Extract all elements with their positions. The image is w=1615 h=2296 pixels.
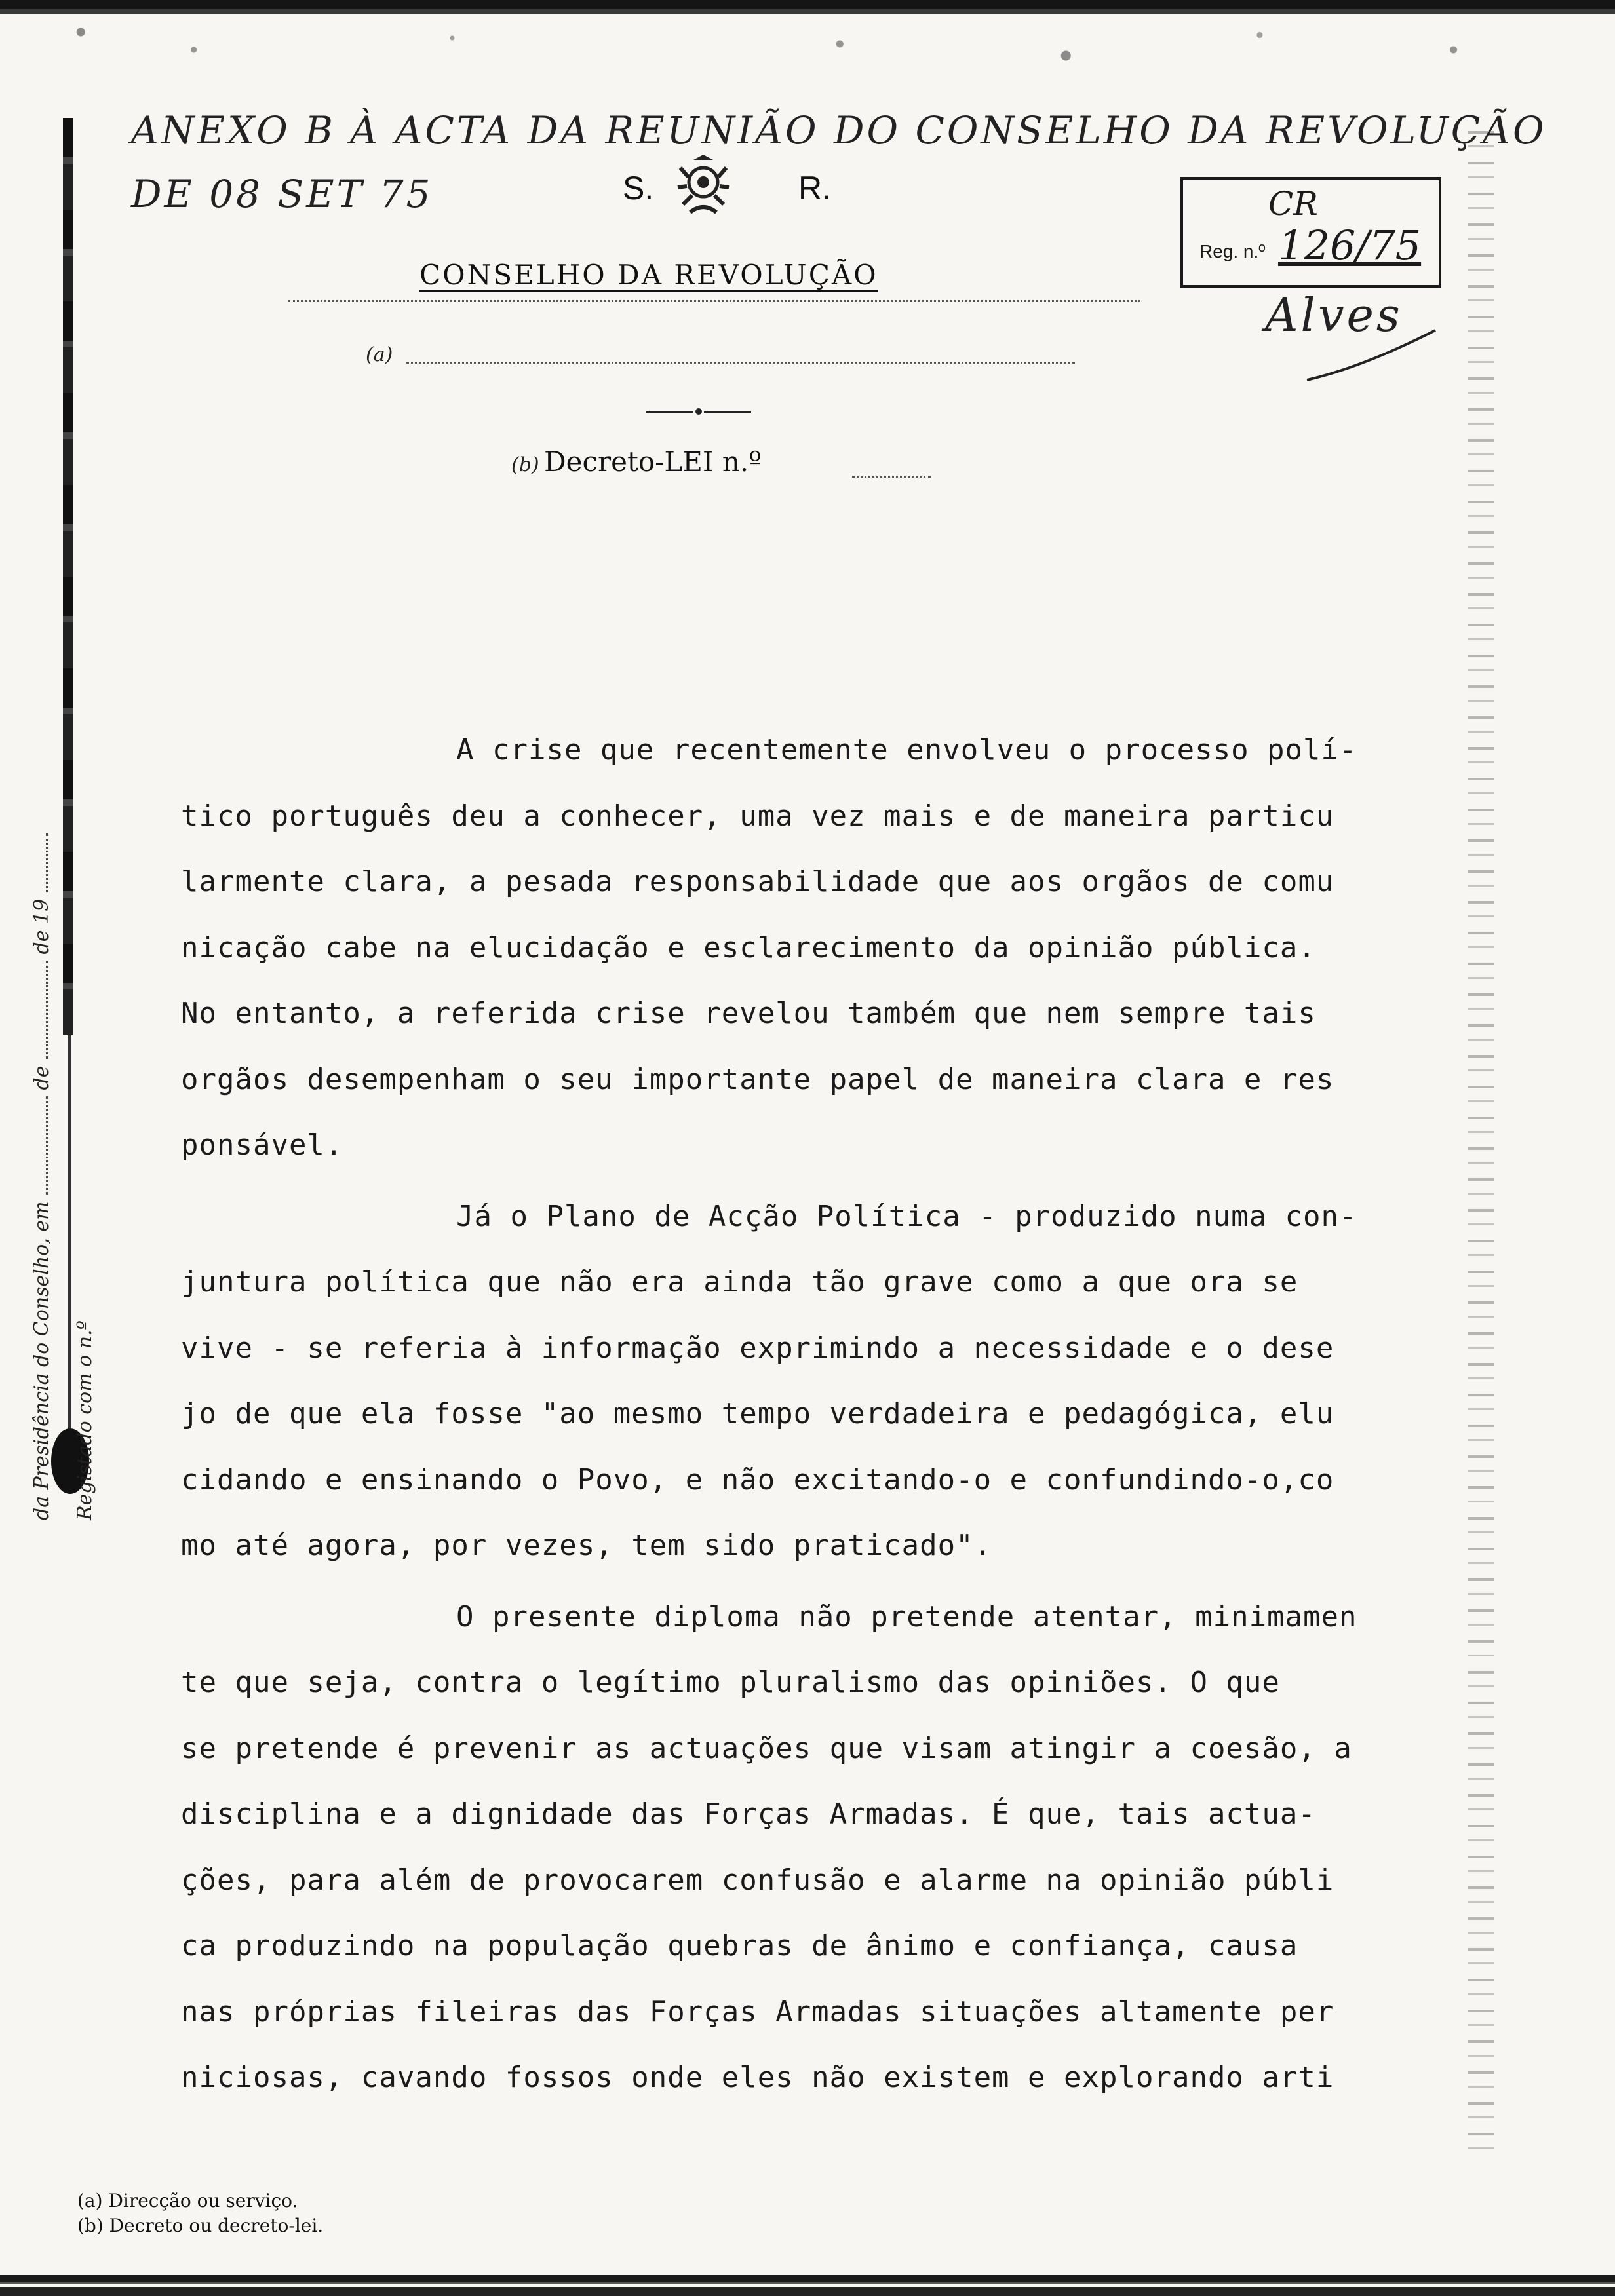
label-a: (a)	[366, 343, 393, 366]
stamp-reg-number: 126/75	[1278, 221, 1422, 269]
scan-bottom-edge	[0, 2275, 1615, 2296]
text-line: mo até agora, por vezes, tem sido praticado".	[181, 1529, 992, 1562]
text-line: nas próprias fileiras das Forças Armadas situações altamente per	[181, 1995, 1334, 2029]
republic-emblem-icon	[674, 155, 733, 218]
binding-shadow	[63, 118, 73, 1035]
text-line: juntura política que não era ainda tão grave como a que ora se	[181, 1265, 1298, 1299]
margin-registration-note	[73, 1320, 96, 1520]
paragraph-1	[181, 718, 1439, 1179]
text-line: te que seja, contra o legítimo pluralismo das opiniões. O que	[181, 1666, 1280, 1699]
council-title: CONSELHO DA REVOLUÇÃO	[419, 259, 878, 291]
text-line: ponsável.	[181, 1128, 343, 1162]
margin-registered-text: Registado com o n.º	[73, 1320, 96, 1520]
text-line: nicação cabe na elucidação e esclarecimento da opinião pública.	[181, 930, 1316, 965]
margin-year-blank	[46, 833, 48, 892]
text-line: vive - se referia à informação exprimindo a necessidade e o dese	[181, 1331, 1334, 1365]
margin-presidency-text: da Presidência do Conselho, em	[30, 1201, 53, 1520]
signature: Alves	[1265, 288, 1403, 342]
text-line: se pretende é prevenir as actuações que visam atingir a coesão, a	[181, 1731, 1352, 1765]
direction-dotted-line	[406, 362, 1075, 364]
council-dotted-line	[288, 300, 1140, 302]
stamp-cr: CR	[1268, 185, 1318, 223]
margin-de-text: de	[30, 1065, 53, 1090]
margin-date-blank	[46, 1096, 48, 1195]
text-line: orgãos desempenham o seu importante papel de maneira clara e res	[181, 1062, 1334, 1096]
text-line: larmente clara, a pesada responsabilidade que aos orgãos de comu	[181, 865, 1334, 898]
signature-flourish	[1304, 328, 1442, 387]
text-line: A crise que recentemente envolveu o processo polí-	[456, 733, 1357, 767]
decree-number-dotted-line	[852, 476, 931, 478]
handwritten-annex-note: ANEXO B À ACTA DA REUNIÃO DO CONSELHO DA REVOLUÇÃO	[131, 108, 1547, 153]
separator-dot	[695, 408, 702, 415]
separator-left	[646, 411, 693, 413]
text-line: O presente diploma não pretende atentar, minimamen	[456, 1599, 1357, 1634]
text-line: niciosas, cavando fossos onde eles não existem e explorando arti	[181, 2061, 1334, 2094]
text-line: disciplina e a dignidade das Forças Armadas. É que, tais actua-	[181, 1797, 1316, 1831]
scan-right-edge	[1468, 131, 1494, 2162]
text-line: Já o Plano de Acção Política - produzido numa con-	[456, 1199, 1357, 1233]
margin-year-text: de 19	[30, 898, 53, 955]
text-line: ca produzindo na população quebras de ânimo e confiança, causa	[181, 1929, 1298, 1962]
binding-shadow-lower	[68, 1035, 71, 1442]
decree-preamble	[181, 718, 1439, 2111]
text-line: cidando e ensinando o Povo, e não excitando-o e confundindo-o,co	[181, 1463, 1334, 1497]
text-line: No entanto, a referida crise revelou também que nem sempre tais	[181, 997, 1316, 1030]
handwritten-date-note: DE 08 SET 75	[131, 172, 433, 216]
paragraph-3	[181, 1584, 1439, 2111]
text-line: jo de que ela fosse "ao mesmo tempo verdadeira e pedagógica, elu	[181, 1397, 1334, 1430]
scan-noise	[0, 14, 1615, 73]
margin-presidency-note	[30, 827, 53, 1520]
margin-month-blank	[46, 961, 48, 1059]
footnote-b: (b) Decreto ou decreto-lei.	[77, 2215, 324, 2236]
text-line: ções, para além de provocarem confusão e alarme na opinião públi	[181, 1863, 1334, 1897]
text-line: tico português deu a conhecer, uma vez mais e de maneira particu	[181, 799, 1334, 833]
stamp-reg-label: Reg. n.º	[1199, 241, 1266, 261]
header-s-letter: S.	[623, 170, 654, 206]
decree-type: Decreto-LEI n.º	[544, 446, 762, 478]
label-b: (b)	[511, 453, 539, 476]
paragraph-2	[181, 1184, 1439, 1579]
separator-right	[704, 411, 751, 413]
header-r-letter: R.	[798, 170, 831, 206]
footnote-a: (a) Direcção ou serviço.	[77, 2190, 298, 2211]
